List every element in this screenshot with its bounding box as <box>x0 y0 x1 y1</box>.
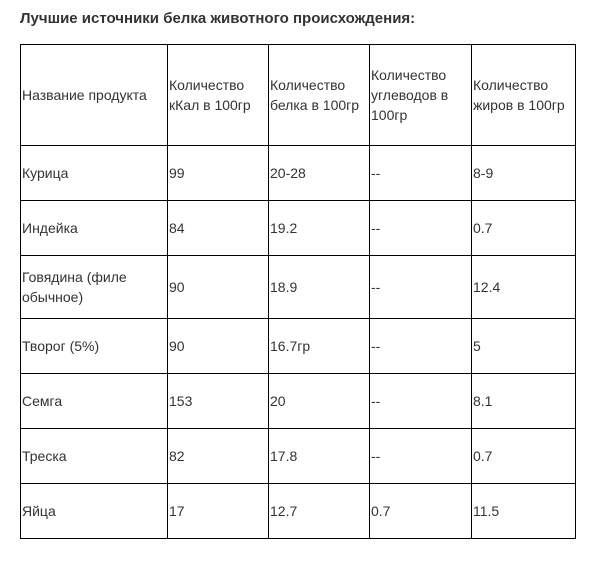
cell-kcal: 82 <box>168 429 269 484</box>
cell-carbs: -- <box>370 146 472 201</box>
cell-carbs: -- <box>370 256 472 319</box>
table-row <box>21 319 576 374</box>
header-protein: Количество белка в 100гр <box>269 45 370 146</box>
cell-kcal: 84 <box>168 201 269 256</box>
cell-product-name: Индейка <box>21 201 168 256</box>
cell-fat: 8-9 <box>472 146 576 201</box>
table-row <box>21 484 576 539</box>
table-row <box>21 201 576 256</box>
cell-fat: 0.7 <box>472 429 576 484</box>
cell-protein: 18.9 <box>269 256 370 319</box>
cell-protein: 20 <box>269 374 370 429</box>
header-kcal: Количество кКал в 100гр <box>168 45 269 146</box>
table-row <box>21 256 576 319</box>
cell-carbs: 0.7 <box>370 484 472 539</box>
cell-fat: 12.4 <box>472 256 576 319</box>
cell-fat: 5 <box>472 319 576 374</box>
cell-product-name: Творог (5%) <box>21 319 168 374</box>
cell-carbs: -- <box>370 201 472 256</box>
header-product-name: Название продукта <box>21 45 168 146</box>
cell-protein: 19.2 <box>269 201 370 256</box>
cell-carbs: -- <box>370 429 472 484</box>
cell-kcal: 17 <box>168 484 269 539</box>
cell-fat: 8.1 <box>472 374 576 429</box>
cell-kcal: 90 <box>168 256 269 319</box>
cell-kcal: 153 <box>168 374 269 429</box>
cell-product-name: Семга <box>21 374 168 429</box>
cell-carbs: -- <box>370 374 472 429</box>
page-title: Лучшие источники белка животного происхождения: <box>20 10 416 27</box>
cell-product-name: Говядина (филе обычное) <box>21 256 168 319</box>
cell-fat: 11.5 <box>472 484 576 539</box>
header-fat: Количество жиров в 100гр <box>472 45 576 146</box>
cell-protein: 12.7 <box>269 484 370 539</box>
cell-protein: 17.8 <box>269 429 370 484</box>
table-row <box>21 374 576 429</box>
cell-protein: 20-28 <box>269 146 370 201</box>
cell-product-name: Яйца <box>21 484 168 539</box>
protein-sources-table <box>20 44 576 539</box>
cell-protein: 16.7гр <box>269 319 370 374</box>
table-row <box>21 429 576 484</box>
cell-carbs: -- <box>370 319 472 374</box>
cell-kcal: 90 <box>168 319 269 374</box>
cell-product-name: Курица <box>21 146 168 201</box>
cell-product-name: Треска <box>21 429 168 484</box>
table-row <box>21 146 576 201</box>
table-header-row <box>21 45 576 146</box>
cell-kcal: 99 <box>168 146 269 201</box>
cell-fat: 0.7 <box>472 201 576 256</box>
header-carbs: Количество углеводов в 100гр <box>370 45 472 146</box>
